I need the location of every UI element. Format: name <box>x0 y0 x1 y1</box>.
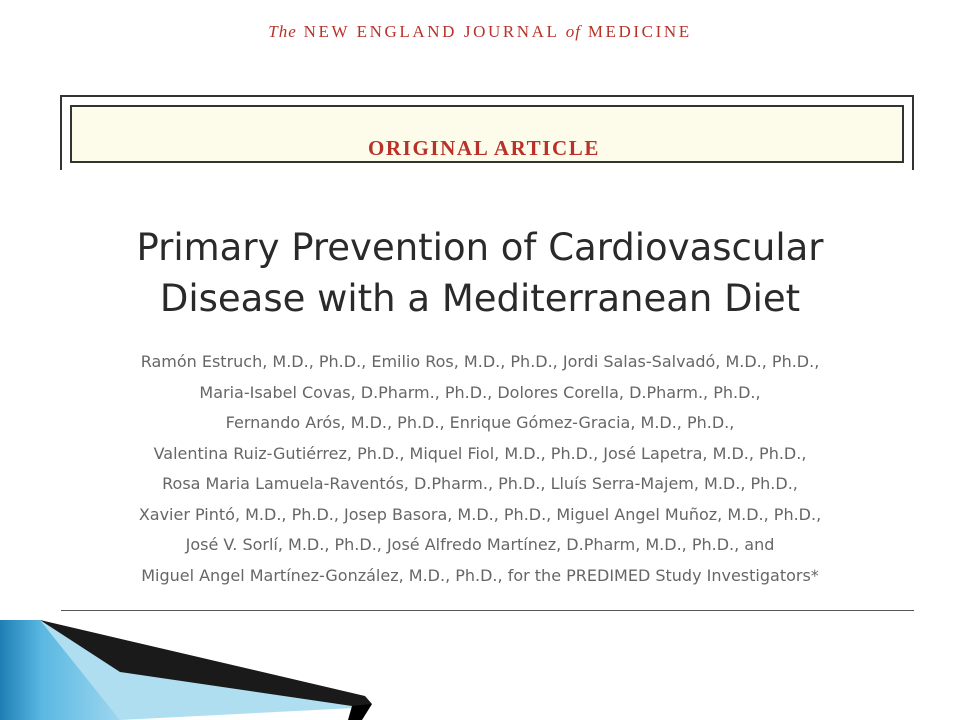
author-line: Fernando Arós, M.D., Ph.D., Enrique Gómez-Gracia, M.D., Ph.D., <box>225 413 735 432</box>
author-line: Xavier Pintó, M.D., Ph.D., Josep Basora, M.D., Ph.D., Miguel Angel Muñoz, M.D., Ph.D., <box>138 504 822 524</box>
author-line: José V. Sorlí, M.D., Ph.D., José Alfredo Martínez, D.Pharm, M.D., Ph.D., and <box>185 535 775 554</box>
masthead-prefix: The <box>268 22 297 41</box>
masthead-joiner: of <box>565 22 581 41</box>
divider-rule <box>61 610 914 611</box>
title-line: Primary Prevention of Cardiovascular <box>136 226 824 269</box>
masthead-name-2: MEDICINE <box>587 22 692 41</box>
article-title <box>0 222 960 324</box>
author-line: Valentina Ruiz-Gutiérrez, Ph.D., Miquel Fiol, M.D., Ph.D., José Lapetra, M.D., Ph.D., <box>153 443 807 463</box>
author-line: Maria-Isabel Covas, D.Pharm., Ph.D., Dolores Corella, D.Pharm., Ph.D., <box>199 382 761 402</box>
author-line: Ramón Estruch, M.D., Ph.D., Emilio Ros, M.D., Ph.D., Jordi Salas-Salvadó, M.D., Ph.D., <box>140 352 820 371</box>
title-line: Disease with a Mediterranean Diet <box>159 277 801 320</box>
author-line: Rosa Maria Lamuela-Raventós, D.Pharm., Ph.D., Lluís Serra-Majem, M.D., Ph.D., <box>162 474 798 493</box>
masthead-name-1: NEW ENGLAND JOURNAL <box>303 22 559 41</box>
journal-masthead <box>0 22 960 42</box>
author-list <box>0 347 960 591</box>
corner-decoration <box>0 612 420 720</box>
author-line: Miguel Angel Martínez-González, M.D., Ph.D., for the PREDIMED Study Investigators* <box>141 565 819 585</box>
article-banner-frame <box>60 95 914 170</box>
article-type-label: ORIGINAL ARTICLE <box>367 136 600 160</box>
article-banner <box>70 105 904 163</box>
